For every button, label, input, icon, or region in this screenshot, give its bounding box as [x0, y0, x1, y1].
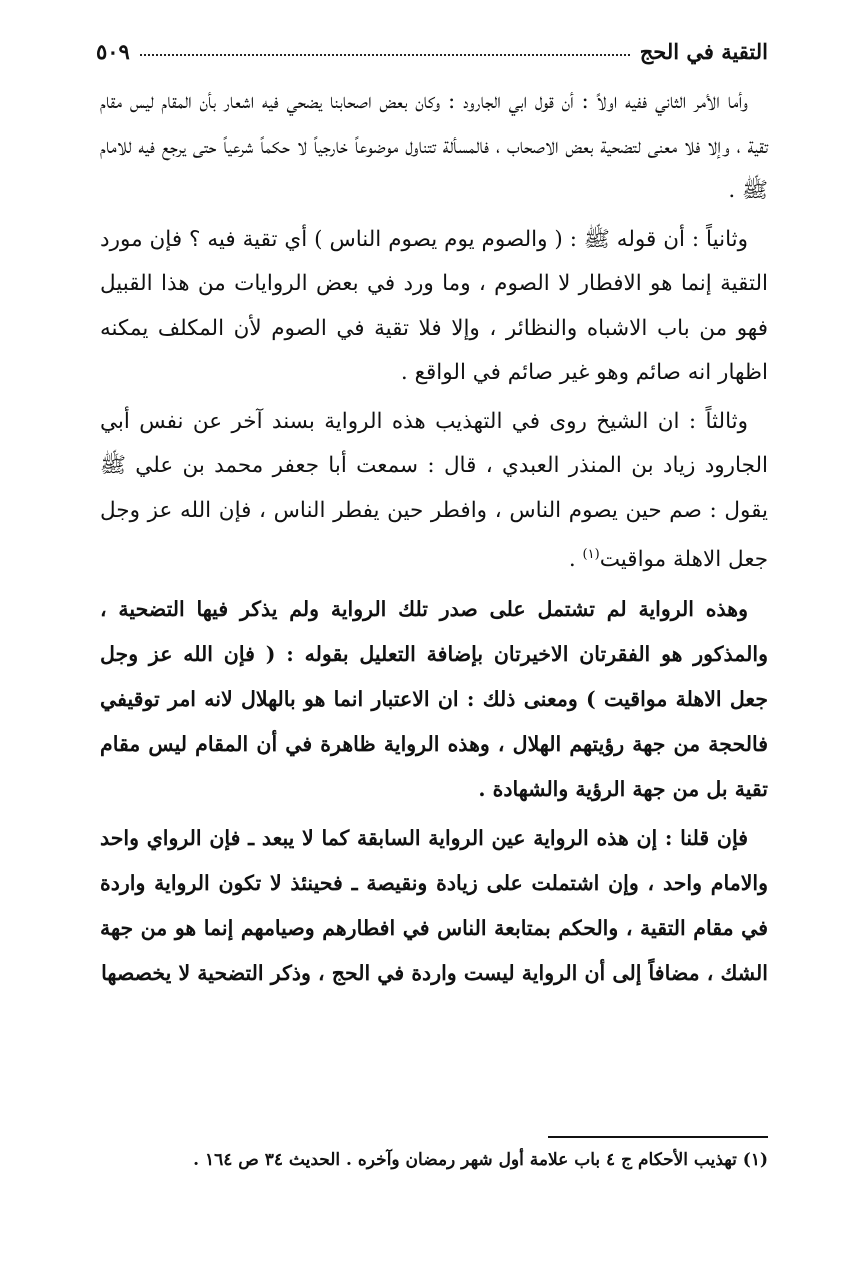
- main-text: [100, 80, 768, 1000]
- page-header: [96, 28, 768, 64]
- paragraph-text: وثالثاً : ان الشيخ روى في التهذيب هذه الرواية بسند آخر عن نفس أبي الجارود زياد بن المنذر العبدي ، قال : سمعت أبا جعفر محمد بن علي ﷺ يقول : صم حين يصوم الناس ، وافطر حين يفطر الناس ، فإن الله عز وجل جعل الاهلة مواقيت: [100, 408, 768, 573]
- footnote-divider: [548, 1136, 768, 1138]
- paragraph: وهذه الرواية لم تشتمل على صدر تلك الرواية ولم يذكر فيها التضحية ، والمذكور هو الفقرتان الاخيرتان بإضافة التعليل بقوله : ( فإن الله عز وجل جعل الاهلة مواقيت ) ومعنى ذلك : ان الاعتبار انما هو بالهلال لانه امر توقيفي فالحجة من جهة رؤيتهم الهلال ، وهذه الرواية ظاهرة في أن المقام ليس مقام تقية بل من جهة الرؤية والشهادة .: [100, 596, 768, 801]
- paragraph: [100, 400, 768, 583]
- footnote-marker: (١): [582, 547, 600, 562]
- paragraph: وأما الأمر الثاني ففيه اولاً : أن قول ابي الجارود : وكان بعض اصحابنا يضحي فيه اشعار بأن المقام ليس مقام تقية ، وإلا فلا معنى لتضحية بعض الاصحاب ، فالمسألة تتناول موضوعاً خارجياً لا حكماً شرعياً حتى يرجع فيه للامام ﷺ .: [100, 89, 768, 203]
- footnote: (١) تهذيب الأحكام ج ٤ باب علامة أول شهر رمضان وآخره . الحديث ٣٤ ص ١٦٤ .: [193, 1150, 768, 1170]
- page-number: ٥٠٩: [96, 39, 130, 64]
- running-title: التقية في الحج: [639, 39, 768, 64]
- paragraph-end: .: [568, 547, 583, 573]
- paragraph: فإن قلنا : إن هذه الرواية عين الرواية السابقة كما لا يبعد ـ فإن الرواي واحد والامام واحد ، وإن اشتملت على زيادة ونقيصة ـ فحينئذ لا تكون الرواية واردة في مقام التقية ، والحكم بمتابعة الناس في افطارهم وصيامهم إنما هو من جهة الشك ، مضافاً إلى أن الرواية ليست واردة في الحج ، وذكر التضحية لا يخصصها: [100, 825, 768, 985]
- header-leader-dots: [140, 53, 630, 56]
- paragraph: وثانياً : أن قوله ﷺ : ( والصوم يوم يصوم الناس ) أي تقية فيه ؟ فإن مورد التقية إنما هو الافطار لا الصوم ، وما ورد في بعض الروايات من هذا القبيل فهو من باب الاشباه والنظائر ، وإلا فلا تقية في الصوم لأن المكلف يمكنه اظهار انه صائم وهو غير صائم في الواقع .: [100, 226, 768, 385]
